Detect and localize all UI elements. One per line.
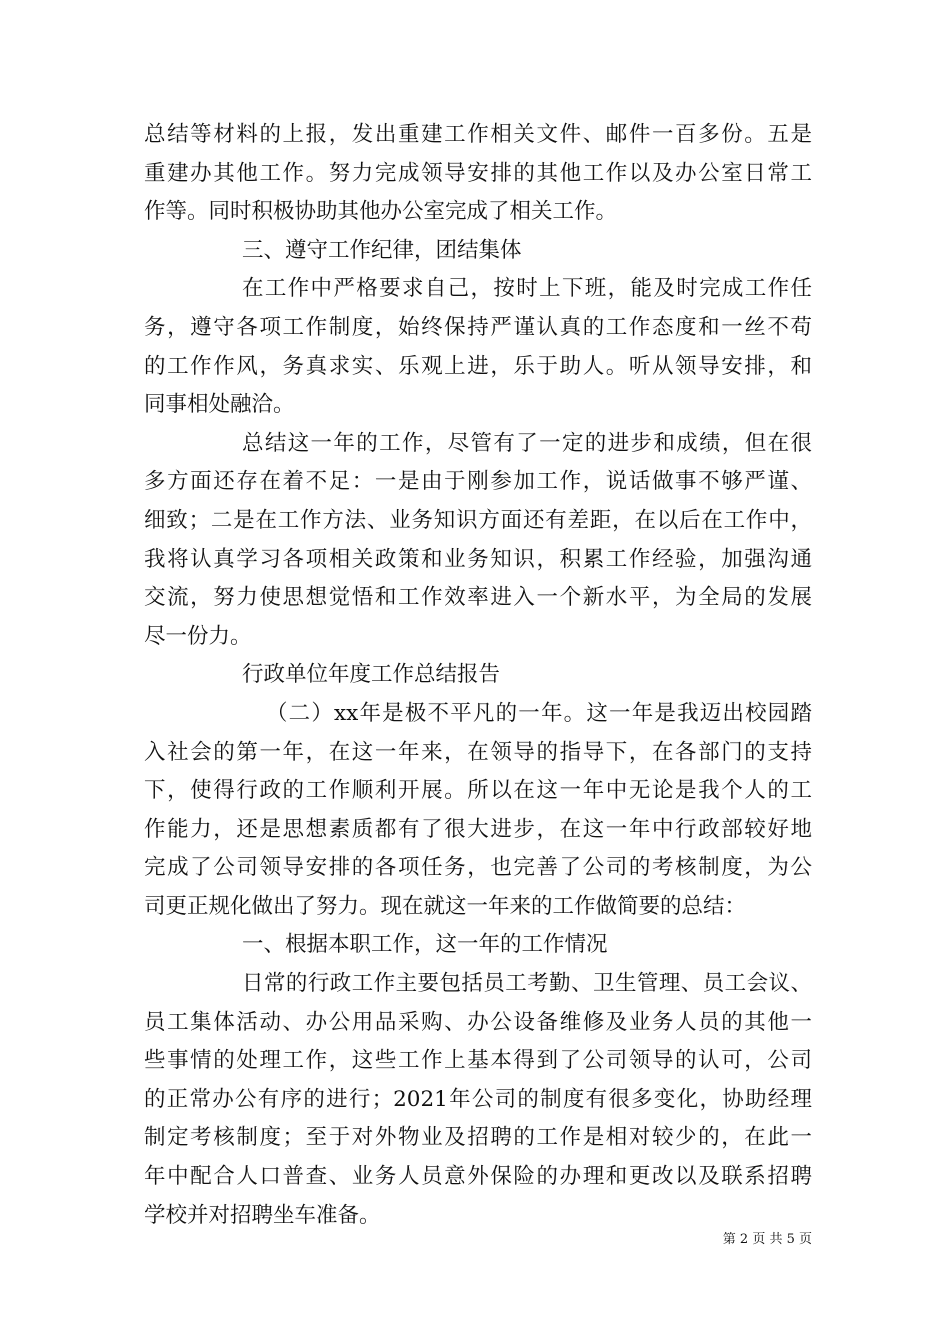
text-line: 一、根据本职工作，这一年的工作情况 — [242, 932, 608, 958]
text-line: 重建办其他工作。努力完成领导安排的其他工作以及办公室日常工 — [144, 160, 812, 186]
text-line: 尽一份力。 — [144, 623, 252, 649]
text-line: 总结这一年的工作，尽管有了一定的进步和成绩，但在很 — [242, 430, 812, 456]
text-line: 我将认真学习各项相关政策和业务知识，积累工作经验，加强沟通 — [144, 546, 812, 572]
text-line: 务，遵守各项工作制度，始终保持严谨认真的工作态度和一丝不苟 — [144, 314, 812, 340]
text-line: 交流，努力使思想觉悟和工作效率进入一个新水平，为全局的发展 — [144, 585, 812, 611]
page-number-footer: 第 2 页 共 5 页 — [722, 1232, 812, 1247]
text-line: 在工作中严格要求自己，按时上下班，能及时完成工作任 — [242, 276, 812, 302]
document-page — [144, 116, 812, 1235]
text-line: 的工作作风，务真求实、乐观上进，乐于助人。听从领导安排，和 — [144, 353, 812, 379]
text-line: （二）xx年是极不平凡的一年。这一年是我迈出校园踏 — [266, 700, 812, 726]
text-line: 司更正规化做出了努力。现在就这一年来的工作做简要的总结： — [144, 893, 747, 919]
text-line: 总结等材料的上报，发出重建工作相关文件、邮件一百多份。五是 — [144, 122, 812, 147]
text-line: 年中配合人口普查、业务人员意外保险的办理和更改以及联系招聘 — [144, 1164, 812, 1190]
text-line: 多方面还存在着不足：一是由于刚参加工作，说话做事不够严谨、 — [144, 469, 812, 495]
text-line: 同事相处融洽。 — [144, 392, 295, 418]
text-line: 些事情的处理工作，这些工作上基本得到了公司领导的认可，公司 — [144, 1048, 812, 1074]
text-line: 下，使得行政的工作顺利开展。所以在这一年中无论是我个人的工 — [144, 778, 812, 804]
text-line: 作等。同时积极协助其他办公室完成了相关工作。 — [144, 199, 618, 225]
text-line: 制定考核制度；至于对外物业及招聘的工作是相对较少的，在此一 — [144, 1125, 812, 1151]
body-text — [144, 116, 812, 1235]
text-line: 员工集体活动、办公用品采购、办公设备维修及业务人员的其他一 — [144, 1009, 812, 1035]
text-line: 学校并对招聘坐车准备。 — [144, 1202, 381, 1228]
text-line: 行政单位年度工作总结报告 — [242, 662, 501, 688]
text-line: 日常的行政工作主要包括员工考勤、卫生管理、员工会议、 — [242, 971, 812, 997]
text-line: 的正常办公有序的进行；2021年公司的制度有很多变化，协助经理 — [144, 1086, 812, 1112]
text-line: 三、遵守工作纪律，团结集体 — [242, 237, 522, 263]
text-line: 完成了公司领导安排的各项任务，也完善了公司的考核制度，为公 — [144, 855, 812, 881]
text-line: 作能力，还是思想素质都有了很大进步，在这一年中行政部较好地 — [144, 816, 812, 842]
text-line: 细致；二是在工作方法、业务知识方面还有差距，在以后在工作中， — [144, 507, 812, 533]
text-line: 入社会的第一年，在这一年来，在领导的指导下，在各部门的支持 — [144, 739, 812, 765]
